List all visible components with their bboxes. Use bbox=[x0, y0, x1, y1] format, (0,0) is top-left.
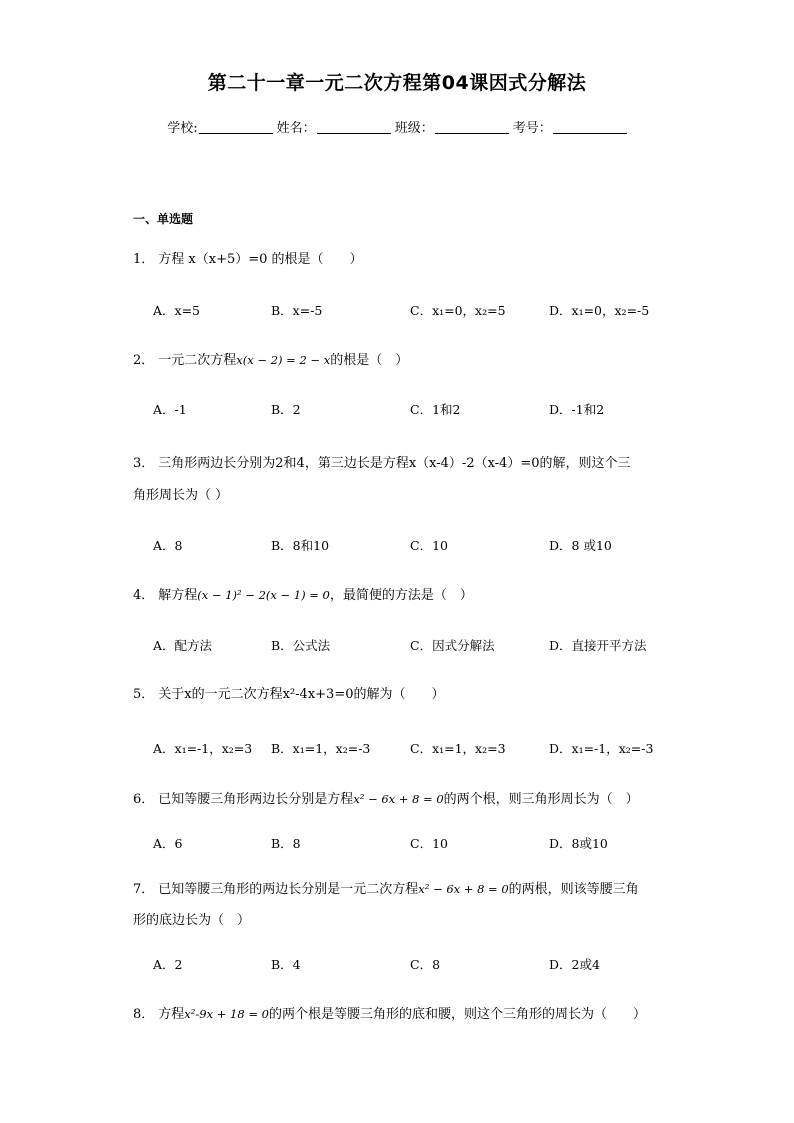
equation: (x − 1)² − 2(x − 1) = 0 bbox=[197, 588, 330, 602]
question-7-options bbox=[153, 955, 673, 975]
question-6-options bbox=[153, 834, 673, 854]
school-blank bbox=[199, 120, 273, 134]
equation: x² − 6x + 8 = 0 bbox=[353, 792, 444, 806]
option-d[interactable]: D．2或4 bbox=[549, 957, 600, 972]
question-1-options bbox=[153, 301, 673, 321]
class-blank bbox=[435, 120, 509, 134]
option-d[interactable]: D．直接开平方法 bbox=[549, 638, 647, 653]
option-d[interactable]: D．-1和2 bbox=[549, 402, 605, 417]
option-c[interactable]: C．10 bbox=[410, 836, 448, 851]
equation: x(x − 2) = 2 − x bbox=[236, 353, 331, 367]
option-a[interactable]: A．2 bbox=[153, 957, 183, 972]
question-5: 5． 关于x的一元二次方程x²-4x+3=0的解为（ ） bbox=[133, 687, 445, 702]
question-3: 3． 三角形两边长分别为2和4，第三边长是方程x（x-4）-2（x-4）=0的解，则这个三 角形周长为（ ） bbox=[133, 456, 631, 503]
question-2-options bbox=[153, 400, 673, 420]
option-d[interactable]: D．8 或10 bbox=[549, 538, 612, 553]
option-a[interactable]: A．x₁=-1，x₂=3 bbox=[153, 741, 253, 756]
option-c[interactable]: C．10 bbox=[410, 538, 448, 553]
option-a[interactable]: A．-1 bbox=[153, 402, 187, 417]
option-b[interactable]: B．8 bbox=[271, 836, 301, 851]
option-a[interactable]: A．x=5 bbox=[153, 303, 201, 318]
option-c[interactable]: C．因式分解法 bbox=[410, 638, 495, 653]
equation: x²-9x + 18 = 0 bbox=[184, 1007, 269, 1021]
option-b[interactable]: B．x=-5 bbox=[271, 303, 323, 318]
page-title: 第二十一章一元二次方程第04课因式分解法 bbox=[207, 72, 587, 94]
question-2: 2． 一元二次方程x(x − 2) = 2 − x的根是（ ） bbox=[133, 353, 409, 368]
question-6: 6． 已知等腰三角形两边长分别是方程x² − 6x + 8 = 0的两个根，则三角形周长为（ ） bbox=[133, 792, 639, 807]
option-c[interactable]: C．8 bbox=[410, 957, 441, 972]
name-blank bbox=[317, 120, 391, 134]
option-c[interactable]: C．x₁=0，x₂=5 bbox=[410, 303, 506, 318]
equation: x² − 6x + 8 = 0 bbox=[418, 882, 509, 896]
section-heading: 一、单选题 bbox=[133, 212, 194, 226]
question-7: 7． 已知等腰三角形的两边长分别是一元二次方程x² − 6x + 8 = 0的两根，则该等腰三角 形的底边长为（ ） bbox=[133, 882, 639, 928]
question-5-options bbox=[153, 739, 673, 759]
option-a[interactable]: A．6 bbox=[153, 836, 183, 851]
question-8: 8． 方程x²-9x + 18 = 0的两个根是等腰三角形的底和腰，则这个三角形的周长为（ ） bbox=[133, 1007, 646, 1022]
option-d[interactable]: D．8或10 bbox=[549, 836, 608, 851]
option-b[interactable]: B．8和10 bbox=[271, 538, 330, 553]
option-c[interactable]: C．1和2 bbox=[410, 402, 461, 417]
option-d[interactable]: D．x₁=-1，x₂=-3 bbox=[549, 741, 654, 756]
question-4: 4． 解方程(x − 1)² − 2(x − 1) = 0，最简便的方法是（ ） bbox=[133, 588, 473, 603]
question-1: 1． 方程 x（x+5）=0 的根是（ ） bbox=[133, 252, 363, 267]
option-b[interactable]: B．2 bbox=[271, 402, 301, 417]
option-b[interactable]: B．x₁=1，x₂=-3 bbox=[271, 741, 371, 756]
option-c[interactable]: C．x₁=1，x₂=3 bbox=[410, 741, 506, 756]
exam-no-blank bbox=[553, 120, 627, 134]
option-a[interactable]: A．配方法 bbox=[153, 638, 213, 653]
exam-no-field: 考号： bbox=[513, 117, 627, 136]
option-a[interactable]: A．8 bbox=[153, 538, 183, 553]
question-3-options bbox=[153, 536, 673, 556]
class-field: 班级： bbox=[395, 117, 509, 136]
option-b[interactable]: B．4 bbox=[271, 957, 301, 972]
question-4-options bbox=[153, 636, 673, 656]
name-field: 姓名： bbox=[277, 117, 391, 136]
option-b[interactable]: B．公式法 bbox=[271, 638, 331, 653]
option-d[interactable]: D．x₁=0，x₂=-5 bbox=[549, 303, 650, 318]
school-field: 学校: bbox=[167, 117, 272, 136]
student-info-row bbox=[0, 117, 794, 136]
